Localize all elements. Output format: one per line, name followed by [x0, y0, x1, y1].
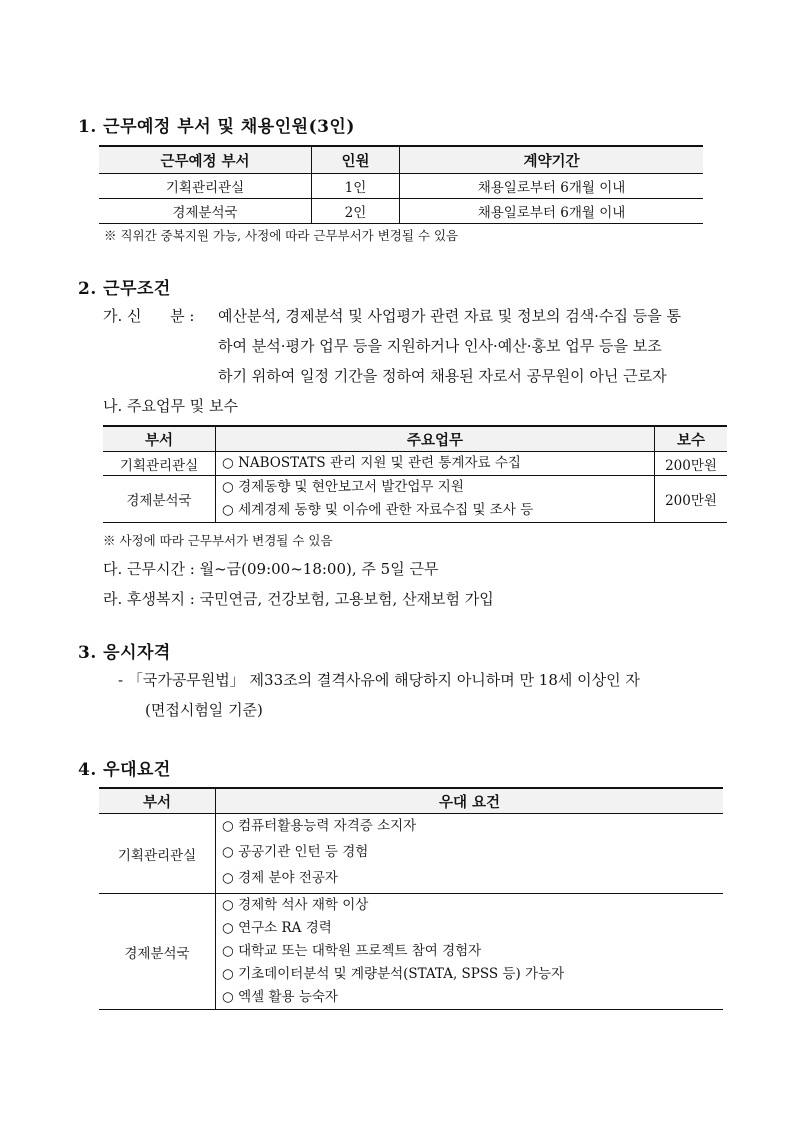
cell-count: 2인 — [312, 199, 400, 224]
header-period: 계약기간 — [400, 146, 704, 174]
table-row — [103, 452, 727, 476]
cell-duties — [216, 452, 655, 476]
cell-preferences — [216, 894, 724, 1010]
status-label: 가. 신 분 : — [103, 307, 195, 325]
cell-dept: 경제분석국 — [99, 199, 312, 224]
cell-dept: 기획관리관실 — [103, 452, 216, 476]
welfare: 라. 후생복지 : 국민연금, 건강보험, 고용보험, 산재보험 가입 — [103, 590, 494, 608]
duty-item: ○ 경제동향 및 현안보고서 발간업무 지원 — [222, 479, 464, 495]
cell-period: 채용일로부터 6개월 이내 — [400, 199, 704, 224]
qualification-line: - 「국가공무원법」 제33조의 결격사유에 해당하지 아니하며 만 18세 이상인 자 — [118, 671, 640, 689]
header-pay: 보수 — [655, 426, 728, 452]
status-line: 예산분석, 경제분석 및 사업평가 관련 자료 및 정보의 검색·수집 등을 통 — [218, 307, 681, 325]
duties-table — [103, 425, 727, 523]
header-dept: 부서 — [99, 788, 216, 814]
section1-note: ※ 직위간 중복지원 가능, 사정에 따라 근무부서가 변경될 수 있음 — [104, 228, 459, 243]
table-header-row — [103, 426, 727, 452]
header-duties: 주요업무 — [216, 426, 655, 452]
table-header-row — [99, 788, 723, 814]
preference-item: ○ 경제학 석사 재학 이상 — [222, 897, 369, 913]
cell-dept: 기획관리관실 — [99, 814, 216, 894]
section2-title: 2. 근무조건 — [78, 279, 171, 299]
status-line: 하여 분석·평가 업무 등을 지원하거나 인사·예산·홍보 업무 등을 보조 — [218, 337, 662, 355]
header-dept: 부서 — [103, 426, 216, 452]
preference-item: ○ 연구소 RA 경력 — [222, 920, 332, 936]
cell-dept: 기획관리관실 — [99, 174, 312, 199]
table-row — [99, 894, 723, 1010]
table-row — [103, 476, 727, 523]
duty-item: ○ 세계경제 동향 및 이슈에 관한 자료수집 및 조사 등 — [222, 502, 534, 518]
header-count: 인원 — [312, 146, 400, 174]
duties-label: 나. 주요업무 및 보수 — [103, 397, 238, 415]
preference-item: ○ 엑셀 활용 능숙자 — [222, 989, 338, 1005]
status-line: 하기 위하여 일정 기간을 정하여 채용된 자로서 공무원이 아닌 근로자 — [218, 367, 667, 385]
duty-item: ○ NABOSTATS 관리 지원 및 관련 통계자료 수집 — [222, 455, 521, 471]
section1-table — [99, 145, 703, 224]
table-header-row — [99, 146, 703, 174]
section4-title: 4. 우대요건 — [78, 760, 171, 780]
preference-item: ○ 컴퓨터활용능력 자격증 소지자 — [222, 818, 417, 834]
cell-preferences — [216, 814, 724, 894]
table-row — [99, 814, 723, 894]
cell-count: 1인 — [312, 174, 400, 199]
cell-dept: 경제분석국 — [99, 894, 216, 1010]
preference-item: ○ 경제 분야 전공자 — [222, 870, 338, 886]
cell-period: 채용일로부터 6개월 이내 — [400, 174, 704, 199]
preference-item: ○ 대학교 또는 대학원 프로젝트 참여 경험자 — [222, 943, 482, 959]
table-row — [99, 174, 703, 199]
header-preference: 우대 요건 — [216, 788, 724, 814]
preference-item: ○ 기초데이터분석 및 계량분석(STATA, SPSS 등) 가능자 — [222, 966, 565, 982]
header-dept: 근무예정 부서 — [99, 146, 312, 174]
qualification-note: (면접시험일 기준) — [145, 701, 263, 719]
work-hours: 다. 근무시간 : 월~금(09:00~18:00), 주 5일 근무 — [103, 560, 439, 578]
cell-dept: 경제분석국 — [103, 476, 216, 523]
cell-pay: 200만원 — [655, 476, 728, 523]
cell-duties — [216, 476, 655, 523]
section3-title: 3. 응시자격 — [78, 643, 171, 663]
section1-title: 1. 근무예정 부서 및 채용인원(3인) — [78, 117, 355, 137]
cell-pay: 200만원 — [655, 452, 728, 476]
section2-note: ※ 사정에 따라 근무부서가 변경될 수 있음 — [103, 533, 333, 548]
preference-item: ○ 공공기관 인턴 등 경험 — [222, 844, 369, 860]
table-row — [99, 199, 703, 224]
preference-table — [99, 787, 723, 1010]
